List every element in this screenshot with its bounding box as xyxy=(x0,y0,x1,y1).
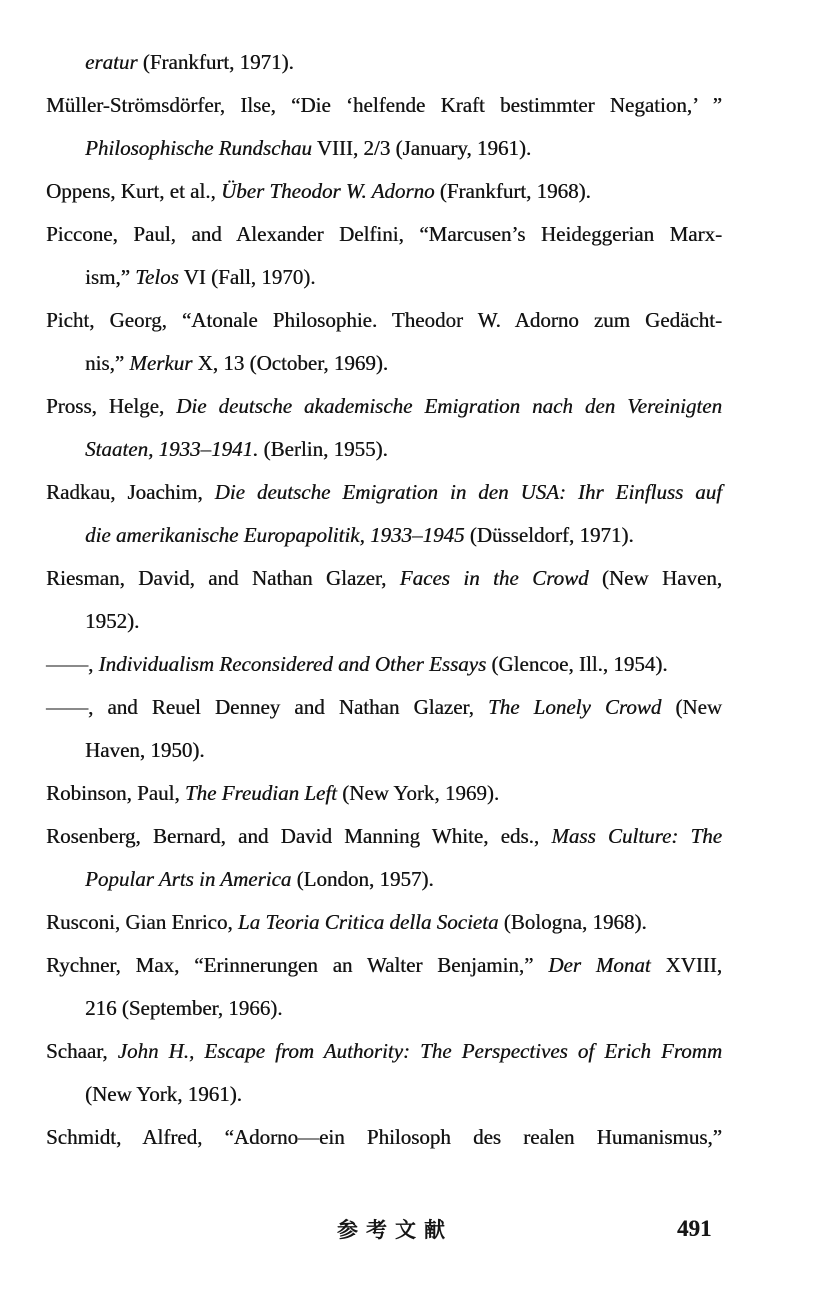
text-segment: (Frankfurt, 1968). xyxy=(434,179,591,203)
entry-line xyxy=(46,1073,722,1116)
entry-line xyxy=(46,643,722,686)
text-segment: Merkur xyxy=(129,351,193,375)
entry-line xyxy=(46,514,722,557)
bibliography-entry xyxy=(46,299,722,385)
text-segment: (London, 1957). xyxy=(291,867,434,891)
text-segment: XVIII, xyxy=(650,953,722,977)
entry-line xyxy=(46,1030,722,1073)
text-segment: Pross, Helge, xyxy=(46,394,177,418)
bibliography-entry xyxy=(46,772,722,815)
text-segment: Riesman, David, and Nathan Glazer, xyxy=(46,566,400,590)
text-segment: Individualism Reconsidered and Other Essays xyxy=(98,652,487,676)
entry-line xyxy=(46,127,722,170)
bibliography-entry xyxy=(46,944,722,1030)
bibliography-entry xyxy=(46,901,722,944)
text-segment: Philosophische Rundschau xyxy=(85,136,312,160)
bibliography-entry xyxy=(46,41,722,84)
text-segment: Schaar, xyxy=(46,1039,118,1063)
text-segment: Schmidt, Alfred, “Adorno—ein Philosoph des realen Humanismus,” xyxy=(46,1125,722,1149)
entry-line xyxy=(46,686,722,729)
text-segment: VIII, 2/3 (January, 1961). xyxy=(311,136,532,160)
entry-line xyxy=(46,729,722,772)
bibliography-entry xyxy=(46,557,722,643)
bibliography-entry xyxy=(46,643,722,686)
entry-line xyxy=(46,170,722,213)
entry-line xyxy=(46,299,722,342)
text-segment: Faces in the Crowd xyxy=(399,566,589,590)
entry-line xyxy=(46,428,722,471)
bibliography-entry xyxy=(46,686,722,772)
entry-line xyxy=(46,213,722,256)
text-segment: ism,” xyxy=(85,265,136,289)
text-segment: Rychner, Max, “Erinnerungen an Walter Benjamin,” xyxy=(46,953,549,977)
text-segment: Mass Culture: The xyxy=(551,824,722,848)
entry-line xyxy=(46,84,722,127)
text-segment: Robinson, Paul, xyxy=(46,781,185,805)
text-segment: X, 13 (October, 1969). xyxy=(192,351,389,375)
entry-line xyxy=(46,41,722,84)
text-segment: (New Haven, xyxy=(588,566,723,590)
text-segment: (Bologna, 1968). xyxy=(498,910,647,934)
text-segment: (New xyxy=(661,695,722,719)
bibliography-entry xyxy=(46,1030,722,1116)
text-segment: (Glencoe, Ill., 1954). xyxy=(486,652,668,676)
text-segment: Müller-Strömsdörfer, Ilse, “Die ‘helfende Kraft bestimmter Negation,’ ” xyxy=(46,93,722,117)
text-segment: Über Theodor W. Adorno xyxy=(220,179,435,203)
text-segment: (New York, 1969). xyxy=(336,781,500,805)
text-segment: Picht, Georg, “Atonale Philosophie. Theodor W. Adorno zum Gedächt- xyxy=(46,308,722,332)
text-segment: Haven, 1950). xyxy=(85,738,205,762)
text-segment: Die deutsche Emigration in den USA: Ihr Einfluss auf xyxy=(214,480,723,504)
text-segment: John H., Escape from Authority: The Perspectives of Erich Fromm xyxy=(117,1039,723,1063)
footer-section-title: 参考文献 xyxy=(337,1218,453,1242)
bibliography-entry xyxy=(46,815,722,901)
bibliography-entry xyxy=(46,84,722,170)
page-number: 491 xyxy=(677,1216,712,1241)
entry-line xyxy=(46,858,722,901)
text-segment: Rusconi, Gian Enrico, xyxy=(46,910,238,934)
entry-line xyxy=(46,772,722,815)
bibliography-entry xyxy=(46,471,722,557)
entry-line xyxy=(46,944,722,987)
entry-line xyxy=(46,1116,722,1159)
bibliography-entry xyxy=(46,170,722,213)
text-segment: Die deutsche akademische Emigration nach den Vereinigten xyxy=(176,394,722,418)
entry-line xyxy=(46,600,722,643)
entry-line xyxy=(46,471,722,514)
text-segment: nis,” xyxy=(85,351,130,375)
bibliography-entry xyxy=(46,385,722,471)
entry-line xyxy=(46,557,722,600)
entry-line xyxy=(46,815,722,858)
text-segment: ——, and Reuel Denney and Nathan Glazer, xyxy=(46,695,488,719)
text-segment: eratur xyxy=(85,50,138,74)
text-segment: Oppens, Kurt, et al., xyxy=(46,179,221,203)
text-segment: Der Monat xyxy=(548,953,651,977)
bibliography-entry xyxy=(46,1116,722,1159)
text-segment: The Freudian Left xyxy=(184,781,337,805)
bibliography xyxy=(46,41,722,1159)
text-segment: Rosenberg, Bernard, and David Manning White, eds., xyxy=(46,824,552,848)
text-segment: (Berlin, 1955). xyxy=(258,437,388,461)
text-segment: (New York, 1961). xyxy=(85,1082,242,1106)
text-segment: Piccone, Paul, and Alexander Delfini, “Marcusen’s Heideggerian Marx- xyxy=(46,222,722,246)
text-segment: 1952). xyxy=(85,609,140,633)
text-segment: La Teoria Critica della Societa xyxy=(237,910,499,934)
entry-line xyxy=(46,901,722,944)
entry-line xyxy=(46,256,722,299)
text-segment: die amerikanische Europapolitik, 1933–1945 xyxy=(85,523,465,547)
text-segment: 216 (September, 1966). xyxy=(85,996,283,1020)
text-segment: Staaten, 1933–1941. xyxy=(85,437,259,461)
text-segment: (Frankfurt, 1971). xyxy=(137,50,294,74)
text-segment: (Düsseldorf, 1971). xyxy=(464,523,634,547)
text-segment: VI (Fall, 1970). xyxy=(178,265,316,289)
bibliography-entry xyxy=(46,213,722,299)
entry-line xyxy=(46,385,722,428)
text-segment: Telos xyxy=(135,265,179,289)
text-segment: Radkau, Joachim, xyxy=(46,480,215,504)
text-segment: The Lonely Crowd xyxy=(487,695,662,719)
entry-line xyxy=(46,342,722,385)
text-segment: ——, xyxy=(46,652,99,676)
entry-line xyxy=(46,987,722,1030)
text-segment: Popular Arts in America xyxy=(85,867,292,891)
